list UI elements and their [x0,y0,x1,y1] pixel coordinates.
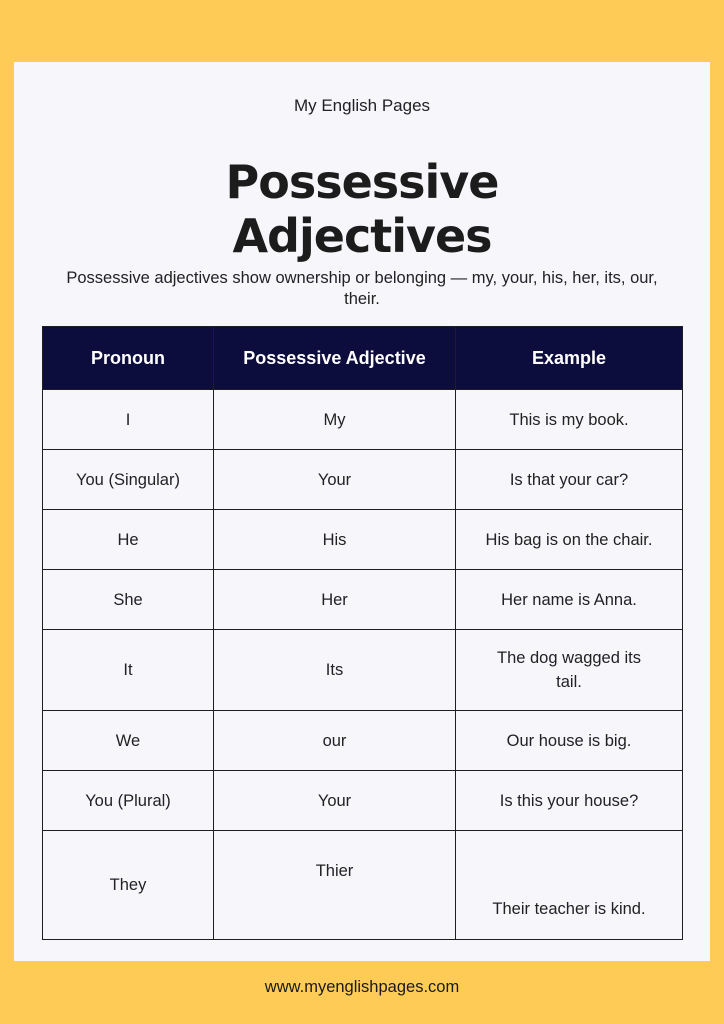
adjective-cell: Its [214,630,456,711]
adjective-cell: Thier [214,831,456,940]
example-cell: His bag is on the chair. [456,510,683,570]
pronoun-cell: He [43,510,214,570]
table-header-row [43,327,683,390]
pronoun-cell: We [43,711,214,771]
column-header-example: Example [456,327,683,390]
example-cell: Their teacher is kind. [456,831,683,940]
table-row [43,711,683,771]
adjective-cell: Her [214,570,456,630]
table-row [43,771,683,831]
pronoun-cell: You (Plural) [43,771,214,831]
possessive-adjectives-table [42,326,683,940]
table-row [43,450,683,510]
example-cell: This is my book. [456,390,683,450]
adjective-cell: Your [214,771,456,831]
example-cell: The dog wagged its tail. [456,630,683,711]
adjective-cell: My [214,390,456,450]
adjective-cell: our [214,711,456,771]
title-line-1: Possessive [225,155,499,209]
pronoun-cell: I [43,390,214,450]
pronoun-cell: She [43,570,214,630]
worksheet [14,62,710,961]
adjective-cell: His [214,510,456,570]
example-cell: Is this your house? [456,771,683,831]
column-header-pronoun: Pronoun [43,327,214,390]
pronoun-cell: It [43,630,214,711]
adjective-cell: Your [214,450,456,510]
pronoun-cell: You (Singular) [43,450,214,510]
pronoun-cell: They [43,831,214,940]
footer-website-link[interactable]: www.myenglishpages.com [264,978,460,996]
example-cell: Her name is Anna. [456,570,683,630]
title-line-2: Adjectives [232,209,492,263]
table-row [43,510,683,570]
example-cell: Is that your car? [456,450,683,510]
table-row [43,390,683,450]
page-title [14,155,710,263]
table-row [43,630,683,711]
page-subtitle: Possessive adjectives show ownership or belonging — my, your, his, her, its, our, their. [66,269,658,308]
table-row [43,570,683,630]
brand-name: My English Pages [293,96,431,115]
example-cell: Our house is big. [456,711,683,771]
column-header-possessive-adjective: Possessive Adjective [214,327,456,390]
table-row [43,831,683,940]
